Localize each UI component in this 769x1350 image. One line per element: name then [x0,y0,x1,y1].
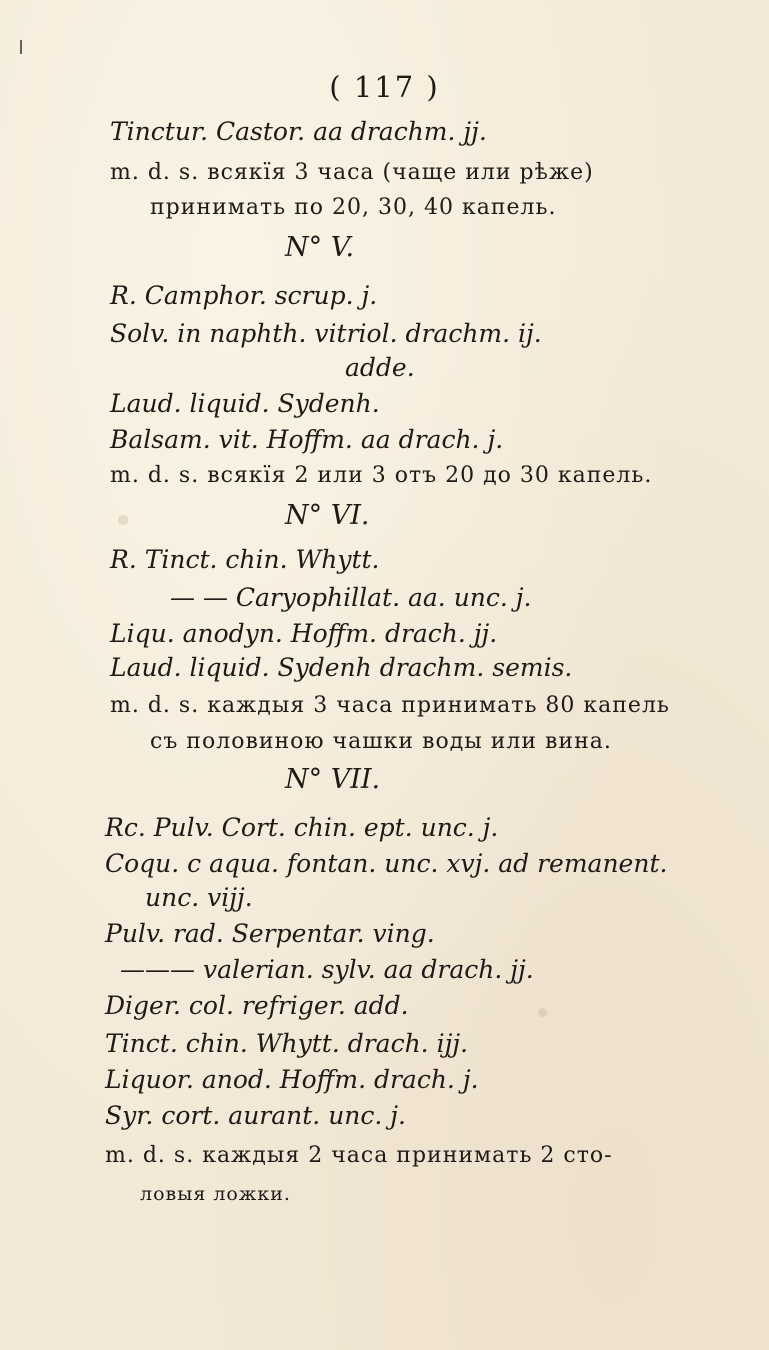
recipe-line: Laud. liquid. Sydenh drachm. semis. [110,653,573,682]
instruction-text: m. d. s. всякїя 3 часа (чаще или рѣже) [110,160,594,185]
recipe-instruction-line: m. d. s. каждыя 2 часа принимать 2 сто- [105,1143,613,1168]
recipe-line: unc. vijj. [145,883,253,912]
recipe-heading-v: N° V. [285,232,355,263]
page-number: ( 117 ) [329,70,440,104]
recipe-line: Rc. Pulv. Cort. chin. ept. unc. j. [105,813,499,842]
recipe-line: Liqu. anodyn. Hoffm. drach. jj. [110,619,498,648]
recipe-line: Solv. in naphth. vitriol. drachm. ij. [110,319,542,348]
paper-stain [118,515,128,525]
recipe-line: R. Camphor. scrup. j. [110,281,378,310]
paper-stain [538,1008,547,1017]
recipe-line: Liquor. anod. Hoffm. drach. j. [105,1065,479,1094]
recipe-line: Balsam. vit. Hoffm. aa drach. j. [110,425,504,454]
recipe-line: Tinctur. Castor. aa drachm. jj. [110,117,487,146]
recipe-instruction-continuation: принимать по 20, 30, 40 капель. [150,195,557,220]
recipe-line: Syr. cort. aurant. unc. j. [105,1101,406,1130]
recipe-line: Diger. col. refriger. add. [105,991,409,1020]
recipe-instruction-continuation: съ половиною чашки воды или вина. [150,729,612,754]
recipe-line: Laud. liquid. Sydenh. [110,389,380,418]
margin-mark [20,40,22,54]
recipe-instruction-line: m. d. s. каждыя 3 часа принимать 80 капель [110,693,670,718]
recipe-line: Pulv. rad. Serpentar. ving. [105,919,435,948]
recipe-instruction-line [110,155,594,189]
recipe-line: Coqu. c aqua. fontan. unc. xvj. ad remanent. [105,849,668,878]
recipe-line: ——— valerian. sylv. aa drach. jj. [120,955,534,984]
recipe-heading-vii: N° VII. [285,764,381,795]
recipe-line: — — Caryophillat. aa. unc. j. [170,583,532,612]
recipe-instruction-continuation: ловыя ложки. [140,1183,291,1205]
recipe-heading-vi: N° VI. [285,500,370,531]
recipe-line: Tinct. chin. Whytt. drach. ijj. [105,1029,469,1058]
recipe-instruction-line: m. d. s. всякїя 2 или 3 отъ 20 до 30 капель. [110,463,653,488]
recipe-line: R. Tinct. chin. Whytt. [110,545,380,574]
recipe-line: adde. [345,353,415,382]
